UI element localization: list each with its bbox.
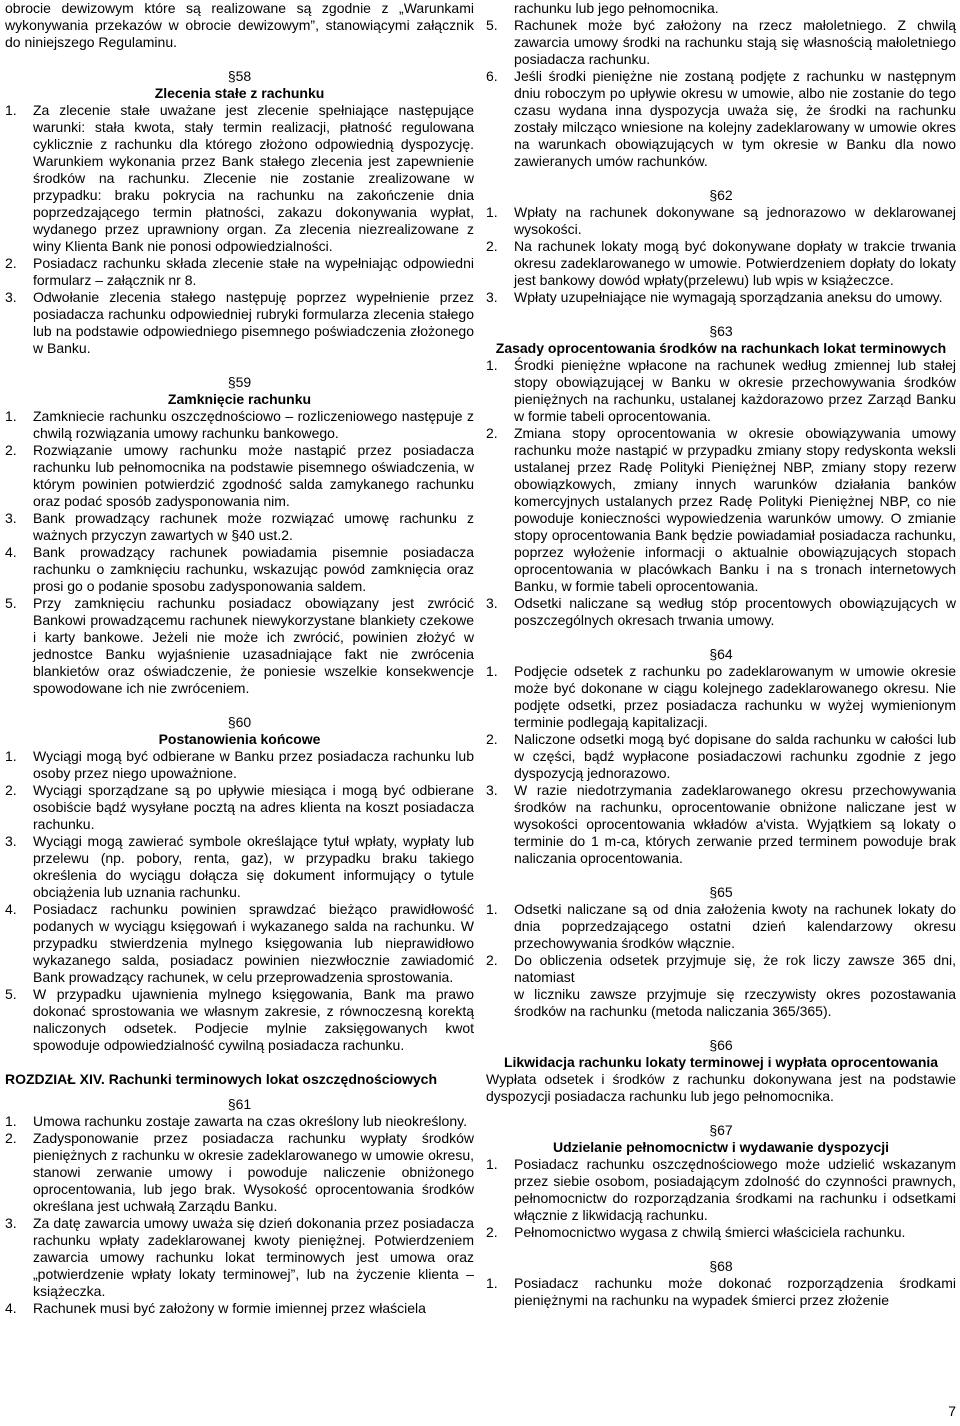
item-text: Wyciągi sporządzane są po upływie miesiąca i mogą być odbierane osobiście bądź wysyłane pocztą na adres klienta na koszt posiadacza rachunku. xyxy=(33,782,474,832)
list-item xyxy=(486,1224,956,1241)
item-text: Wpłaty na rachunek dokonywane są jednorazowo w deklarowanej wysokości. xyxy=(514,204,956,237)
section-63-title: Zasady oprocentowania środków na rachunkach lokat terminowych xyxy=(495,340,947,356)
item-number: 1. xyxy=(486,663,498,679)
list-item xyxy=(486,663,956,731)
section-59-number: §59 xyxy=(227,374,252,390)
item-text: Naliczone odsetki mogą być dopisane do salda rachunku w całości lub w części, bądź wypłacone posiadaczowi rachunku zgodnie z jego dyspozycją jednorazowo. xyxy=(514,731,956,781)
list-item xyxy=(486,68,956,170)
list-item xyxy=(5,1113,474,1130)
section-67-number: §67 xyxy=(709,1122,733,1138)
item-text: Wyciągi mogą zawierać symbole określające tytuł wpłaty, wypłaty lub przelewu (np. pobory, renta, gaz), w przypadku braku takiego określenia do wyciągu dołącza się dokument informujący o tytule obciążenia lub uznania rachunku. xyxy=(33,833,474,900)
item-text: Zadysponowanie przez posiadacza rachunku wypłaty środków pieniężnych z rachunku w okresie zadeklarowanego w umowie okresu, stanowi zerwanie umowy i powoduje naliczenie obniżonego oprocentowania, lub jego brak. Wysokość oprocentowania środków określana jest uchwałą Zarządu Banku. xyxy=(33,1130,474,1214)
item-text: Do obliczenia odsetek przyjmuje się, że rok liczy zawsze 365 dni, natomiast xyxy=(514,952,956,985)
item-number: 1. xyxy=(486,1275,498,1291)
list-item xyxy=(486,1275,956,1309)
item-text: Zmiana stopy oprocentowania w okresie obowiązywania umowy rachunku może nastąpić w przypadku zmiany stopy redyskonta weksli ustalanej przez Radę Polityki Pieniężnej NBP, zmiany stopy rezerw obowiązkowych, zmiany innych warunków działania banków komercyjnych ustalanych przez Radę Polityki Pieniężnej NBP, co nie powoduje konieczności wypowiedzenia warunków umowy. O zmianie stopy oprocentowania Bank będzie powiadamiał posiadacza rachunku, poprzez wyłożenie informacji o aktualnie obowiązujących stopach oprocentowania w placówkach Banku i na s tronach internetowych Banku, w formie tabeli oprocentowania. xyxy=(514,425,956,594)
item-number: 1. xyxy=(486,1156,498,1172)
list-item xyxy=(5,1215,474,1300)
item-text: Odsetki naliczane są od dnia założenia kwoty na rachunek lokaty do dnia poprzedzającego ostatni dzień kalendarzowy okresu przechowywania środków włącznie. xyxy=(514,901,956,951)
item-number: 4. xyxy=(5,1300,17,1316)
list-item xyxy=(5,782,474,833)
item-text: Wyciągi mogą być odbierane w Banku przez posiadacza rachunku lub osoby przez niego upoważnione. xyxy=(33,748,474,781)
section-66-text: Wypłata odsetek i środków z rachunku dokonywana jest na podstawie dyspozycji posiadacza rachunku lub jego pełnomocnika. xyxy=(486,1071,956,1104)
list-item xyxy=(486,17,956,68)
list-item xyxy=(5,1130,474,1215)
item-text: Posiadacz rachunku oszczędnościowego może udzielić wskazanym przez siebie osobom, posiadającym zdolność do czynności prawnych, pełnomocnictw do rozporządzania środkami na rachunku i odsetkami włącznie z likwidacją rachunku. xyxy=(514,1156,956,1223)
section-68-number: §68 xyxy=(709,1258,733,1274)
item-text: Pełnomocnictwo wygasa z chwilą śmierci właściciela rachunku. xyxy=(514,1224,906,1240)
item-text: Zamkniecie rachunku oszczędnościowo – rozliczeniowego następuje z chwilą rozwiązania umowy rachunku bankowego. xyxy=(33,408,474,441)
item-number: 1. xyxy=(5,102,17,118)
list-item xyxy=(486,1156,956,1224)
section-64-number: §64 xyxy=(709,646,733,662)
item-text: Odsetki naliczane są według stóp procentowych obowiązujących w poszczególnych okresach trwania umowy. xyxy=(514,595,956,628)
item-text: Odwołanie zlecenia stałego następuję poprzez wypełnienie przez posiadacza rachunku odpowiedniej rubryki formularza zlecenia stałego lub na podstawie odpowiedniego pisemnego poświadczenia złożonego w Banku. xyxy=(33,289,474,356)
item-text: Posiadacz rachunku składa zlecenie stałe na wypełniając odpowiedni formularz – załącznik nr 8. xyxy=(33,255,474,288)
list-item xyxy=(5,1300,474,1317)
item-text: Posiadacz rachunku może dokonać rozporządzenia środkami pieniężnymi na rachunku na wypadek śmierci przez złożenie xyxy=(514,1275,956,1308)
left-column xyxy=(5,0,474,1317)
section-58-number: §58 xyxy=(227,68,252,84)
item-number: 2. xyxy=(486,238,498,254)
list-item xyxy=(5,833,474,901)
item-number: 4. xyxy=(5,544,17,560)
list-item xyxy=(486,357,956,425)
section-58-title: Zlecenia stałe z rachunku xyxy=(154,85,325,101)
item-number: 2. xyxy=(5,1130,17,1146)
list-item xyxy=(486,952,956,986)
item-text: Posiadacz rachunku powinien sprawdzać bieżąco prawidłowość podanych w wyciągu księgowań i wykazanego salda na rachunku. W przypadku stwierdzenia mylnego księgowania lub nieprawidłowo wykazanego salda, posiadacz powinien niezwłocznie zawiadomić Bank prowadzący rachunek, w celu przeprowadzenia sprostowania. xyxy=(33,901,474,985)
item-text: Rachunek musi być założony w formie imiennej przez właściela xyxy=(33,1300,426,1316)
item-number: 3. xyxy=(486,782,498,798)
item-text: Umowa rachunku zostaje zawarta na czas określony lub nieokreślony. xyxy=(33,1113,467,1129)
item-number: 3. xyxy=(5,1215,17,1231)
list-item xyxy=(5,544,474,595)
item-text: W razie niedotrzymania zadeklarowanego okresu przechowywania środków na rachunku, oprocentowanie obniżone naliczane jest w wysokości oprocentowania wkładów a'vista. Wyjątkiem są lokaty o terminie do 1 m-ca, których zerwanie przed terminem powoduje brak naliczania oprocentowania. xyxy=(514,782,956,866)
item-number: 3. xyxy=(5,289,17,305)
list-item xyxy=(5,510,474,544)
item-number: 1. xyxy=(486,901,498,917)
list-item xyxy=(486,595,956,629)
item-text: Rachunek może być założony na rzecz małoletniego. Z chwilą zawarcia umowy środki na rachunku stają się własnością małoletniego posiadacza rachunku. xyxy=(514,17,956,67)
section-61-number: §61 xyxy=(227,1096,252,1112)
list-item xyxy=(486,901,956,952)
list-item xyxy=(5,901,474,986)
item-number: 1. xyxy=(486,204,498,220)
chapter-heading: ROZDZIAŁ XIV. Rachunki terminowych lokat oszczędnościowych xyxy=(5,1071,438,1087)
list-item xyxy=(5,408,474,442)
item-text: Jeśli środki pieniężne nie zostaną podjęte z rachunku w następnym dniu roboczym po upływie okresu w umowie, albo nie zostanie do tego czasu wydana inna dyspozycja uważa się, że środki na rachunku zostały milcząco wniesione na kolejny zadeklarowany w umowie okres na warunkach obowiązujących w tym okresie w Banku dla nowo zawieranych umów rachunków. xyxy=(514,68,956,169)
continuation-line: rachunku lub jego pełnomocnika. xyxy=(514,0,719,16)
item-number: 1. xyxy=(486,357,498,373)
page-number: 7 xyxy=(948,1403,956,1419)
intro-continuation: obrocie dewizowym które są realizowane są zgodnie z „Warunkami wykonywania przekazów w obrocie dewizowym”, stanowiącymi załącznik do niniejszego Regulaminu. xyxy=(5,0,474,50)
list-item xyxy=(5,255,474,289)
item-text: Środki pieniężne wpłacone na rachunek według zmiennej lub stałej stopy obowiązującej w Banku w okresie przechowywania środków pieniężnych na rachunku, ustalanej każdorazowo przez Zarząd Banku w formie tabeli oprocentowania. xyxy=(514,357,956,424)
item-number: 1. xyxy=(5,748,17,764)
item-number: 3. xyxy=(486,595,498,611)
list-item xyxy=(486,204,956,238)
section-65-number: §65 xyxy=(709,884,733,900)
item-text: Bank prowadzący rachunek może rozwiązać umowę rachunku z ważnych przyczyn zawartych w §40 ust.2. xyxy=(33,510,474,543)
item-number: 3. xyxy=(5,833,17,849)
section-63-number: §63 xyxy=(709,323,733,339)
list-item xyxy=(486,731,956,782)
list-item xyxy=(5,289,474,357)
list-item xyxy=(486,289,956,306)
item-text: Bank prowadzący rachunek powiadamia pisemnie posiadacza rachunku o zamknięciu rachunku, wskazując powód zamknięcia oraz prosi go o podanie sposobu zadysponowania saldem. xyxy=(33,544,474,594)
list-item xyxy=(5,986,474,1054)
list-item xyxy=(5,442,474,510)
item-number: 2. xyxy=(5,782,17,798)
item-text: W przypadku ujawnienia mylnego księgowania, Bank ma prawo dokonać sprostowania we własnym zakresie, z równoczesną korektą naliczonych odsetek. Podjecie mylnie zaksięgowanych kwot spowoduje odpowiedzialność cywilną posiadacza rachunku. xyxy=(33,986,474,1053)
item-number: 2. xyxy=(486,952,498,968)
list-item xyxy=(486,238,956,289)
item-number: 1. xyxy=(5,408,17,424)
section-60-number: §60 xyxy=(227,714,252,730)
item-number: 6. xyxy=(486,68,498,84)
section-66-title: Likwidacja rachunku lokaty terminowej i wypłata oprocentowania xyxy=(503,1054,939,1070)
right-column xyxy=(486,0,956,1309)
section-66-number: §66 xyxy=(709,1037,733,1053)
item-number: 4. xyxy=(5,901,17,917)
item-text: Na rachunek lokaty mogą być dokonywane dopłaty w trakcie trwania okresu zadeklarowanego w umowie. Potwierdzeniem dopłaty do lokaty jest bankowy dowód wpłaty(przelewu) lub wpis w książeczce. xyxy=(514,238,956,288)
item-number: 2. xyxy=(486,731,498,747)
item-text: Rozwiązanie umowy rachunku może nastąpić przez posiadacza rachunku lub pełnomocnika na podstawie pisemnego oświadczenia, w którym powinien potwierdzić zgodność salda zamykanego rachunku oraz podać sposób zadysponowania nim. xyxy=(33,442,474,509)
item-number: 5. xyxy=(486,17,498,33)
list-item xyxy=(5,748,474,782)
item-text: Wpłaty uzupełniające nie wymagają sporządzania aneksu do umowy. xyxy=(514,289,943,305)
item-number: 2. xyxy=(5,442,17,458)
item-text: Za zlecenie stałe uważane jest zlecenie spełniające następujące warunki: stała kwota, stały termin realizacji, płatność regulowana cyklicznie z rachunku dla którego złożono odpowiednią dyspozycję. Warunkiem wykonania przez Bank stałego zlecenia jest zapewnienie środków na rachunku. Zlecenie nie zostanie zrealizowane w przypadku: braku pokrycia na rachunku na zakończenie dnia poprzedzającego termin płatności, zakazu dokonywania wypłat, wydanego przez uprawniony organ. Za zlecenia niezrealizowane z winy Klienta Bank nie ponosi odpowiedzialności. xyxy=(33,102,474,254)
item-number: 2. xyxy=(5,255,17,271)
list-item xyxy=(486,425,956,595)
item-number: 1. xyxy=(5,1113,17,1129)
section-60-title: Postanowienia końcowe xyxy=(158,731,321,747)
item-continuation: w liczniku zawsze przyjmuje się rzeczywisty okres pozostawania środków na rachunku (metoda naliczania 365/365). xyxy=(514,986,956,1019)
section-59-title: Zamknięcie rachunku xyxy=(167,391,312,407)
item-text: Za datę zawarcia umowy uważa się dzień dokonania przez posiadacza rachunku wpłaty zadeklarowanej kwoty pieniężnej. Potwierdzeniem zawarcia umowy rachunku lokat terminowych jest umowa oraz „potwierdzenie wpłaty lokaty terminowej”, lub na życzenie klienta – książeczka. xyxy=(33,1215,474,1299)
item-number: 3. xyxy=(486,289,498,305)
section-67-title: Udzielanie pełnomocnictw i wydawanie dyspozycji xyxy=(552,1139,890,1155)
item-number: 3. xyxy=(5,510,17,526)
item-number: 5. xyxy=(5,595,17,611)
item-number: 2. xyxy=(486,425,498,441)
item-text: Podjęcie odsetek z rachunku po zadeklarowanym w umowie okresie może być dokonane w ciągu kolejnego zadeklarowanego okresu. Nie podjęte odsetki, przez posiadacza rachunku w wyżej wymienionym terminie podlegają kapitalizacji. xyxy=(514,663,956,730)
list-item xyxy=(5,102,474,255)
section-62-number: §62 xyxy=(709,187,733,203)
item-number: 2. xyxy=(486,1224,498,1240)
list-item xyxy=(5,595,474,697)
list-item xyxy=(486,782,956,867)
item-text: Przy zamknięciu rachunku posiadacz obowiązany jest zwrócić Bankowi prowadzącemu rachunek niewykorzystane blankiety czekowe i karty bankowe. Jeżeli nie może ich zwrócić, powinien złożyć w jednostce Banku wyjaśnienie uzasadniające fakt nie zwrócenia blankietów oraz oświadczenie, że poniesie wszelkie konsekwencje spowodowane ich nie zwróceniem. xyxy=(33,595,474,696)
item-number: 5. xyxy=(5,986,17,1002)
